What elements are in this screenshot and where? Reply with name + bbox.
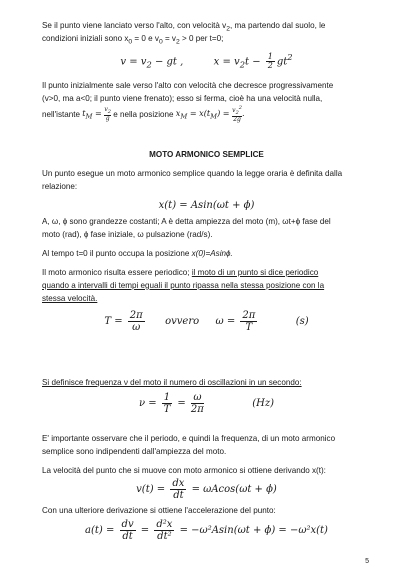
- equation-frequency: ν = $\frac{1}{T}$ = $\frac{\omega}{2\pi}$ (Hz): [138, 392, 275, 415]
- frequency-definition: Si definisce frequenza ν del moto il numero di oscillazioni in un secondo:: [42, 378, 302, 387]
- intro-line-1: Se il punto viene lanciato verso l'alto, con velocità $v_2$, ma partendo dal suolo, le: [42, 21, 326, 33]
- section-title: MOTO ARMONICO SEMPLICE: [149, 150, 264, 159]
- important-note: E' importante osservare che il periodo, e quindi la frequenza, di un moto armonico semplice sono indipendenti dall'ampiezza del moto.: [42, 434, 336, 456]
- equation-vertical-launch: $v = v_2$ − gt , $x = v_2t$ − $\frac{1}{2}$ $gt^2$: [120, 51, 293, 71]
- equation-acceleration: a(t) = $\frac{dv}{dt}$ = $\frac{\text{d²x}}{\text{dt²}}$ = −ω²Asin(ωt + ϕ) = −ω²x(t): [85, 519, 328, 542]
- equation-law-of-motion: x(t) = Asin(ωt + ϕ): [158, 200, 255, 211]
- equation-period: T = $\frac{2\pi}{\omega}$ ovvero ω = $\frac{2\pi}{T}$ (s): [104, 310, 309, 333]
- initial-position-text: Al tempo t=0 il punto occupa la posizione x(0)=Asinϕ.: [42, 249, 233, 258]
- paragraph-rise: Il punto inizialmente sale verso l'alto con velocità che decresce progressivamente (v>0, ma a<0; il punto viene frenato); esso si ferma, cioè ha una velocità nulla, nell'istante $t_M$ = $\frac{v_2}{g}$ e nella posizione $x_M = x(t_M)$ = $\frac{v_2^2}{2g}$ .: [42, 80, 377, 124]
- equation-velocity: v(t) = $\frac{dx}{dt}$ = ωAcos(ωt + ϕ): [136, 478, 277, 501]
- shm-definition: Un punto esegue un moto armonico semplice quando la legge oraria è definita dalla relazione:: [42, 169, 343, 191]
- parameters-description: A, ω, ϕ sono grandezze costanti; A è detta ampiezza del moto (m), ωt+ϕ fase del moto (rad), ϕ fase iniziale, ω pulsazione (rad/s).: [42, 217, 331, 239]
- acceleration-text: Con una ulteriore derivazione si ottiene l'accelerazione del punto:: [42, 506, 276, 515]
- page-number: 5: [365, 558, 369, 565]
- intro-line-2: condizioni iniziali sono $x_0 = 0$ e $v_0 = v_2 > 0$ per t=0;: [42, 34, 224, 46]
- stop-instant-line: nell'istante $t_M$ = $\frac{v_2}{g}$ e nella posizione $x_M = x(t_M)$ = $\frac{v_2^2}{2g}$ .: [42, 104, 245, 124]
- velocity-text: La velocità del punto che si muove con moto armonico si ottiene derivando x(t):: [42, 466, 326, 475]
- periodic-paragraph: Il moto armonico risulta essere periodico; il moto di un punto si dice periodico quando a intervalli di tempi eguali il punto ripassa nella stessa posizione con la stessa velocità.: [42, 268, 325, 303]
